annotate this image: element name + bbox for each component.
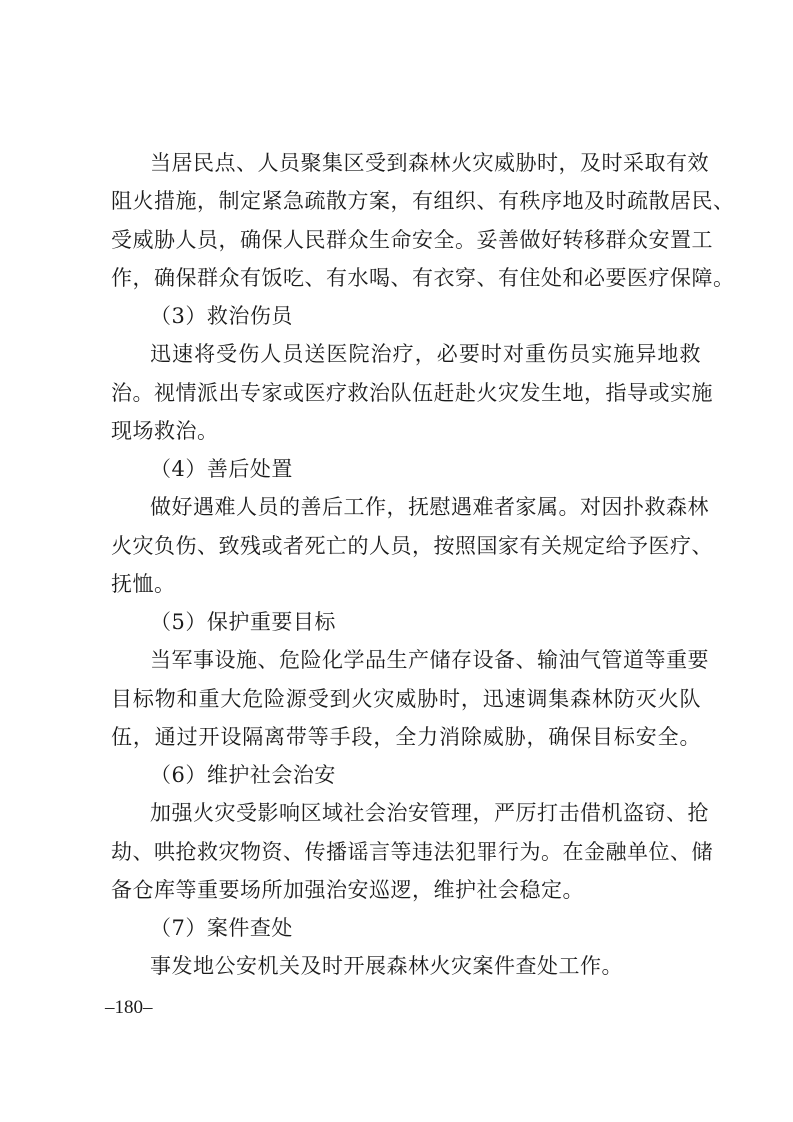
paragraph-line: 事发地公安机关及时开展森林火灾案件查处工作。 xyxy=(150,954,623,978)
section-heading-public-security: （6）维护社会治安 xyxy=(150,763,336,787)
paragraph-line: 阻火措施，制定紧急疏散方案，有组织、有秩序地及时疏散居民、 xyxy=(111,189,735,213)
paragraph-line: 治。视情派出专家或医疗救治队伍赶赴火灾发生地，指导或实施 xyxy=(111,381,713,405)
paragraph-line: 伍，通过开设隔离带等手段，全力消除威胁，确保目标安全。 xyxy=(111,725,701,749)
paragraph-line: 当军事设施、危险化学品生产储存设备、输油气管道等重要 xyxy=(150,648,709,672)
paragraph-line: 火灾负伤、致残或者死亡的人员，按照国家有关规定给予医疗、 xyxy=(111,534,713,558)
paragraph-line: 做好遇难人员的善后工作，抚慰遇难者家属。对因扑救森林 xyxy=(150,495,709,519)
paragraph-line: 当居民点、人员聚集区受到森林火灾威胁时，及时采取有效 xyxy=(150,151,709,175)
paragraph-line: 目标物和重大危险源受到火灾威胁时，迅速调集森林防灭火队 xyxy=(111,687,701,711)
section-heading-aftermath: （4）善后处置 xyxy=(150,457,293,481)
paragraph-line: 受威胁人员，确保人民群众生命安全。妥善做好转移群众安置工 xyxy=(111,228,713,252)
paragraph-line: 现场救治。 xyxy=(111,419,219,443)
page-number: –180– xyxy=(105,997,153,1018)
paragraph-line: 加强火灾受影响区域社会治安管理，严厉打击借机盗窃、抢 xyxy=(150,801,709,825)
paragraph-line: 劫、哄抢救灾物资、传播谣言等违法犯罪行为。在金融单位、储 xyxy=(111,840,713,864)
paragraph-line: 备仓库等重要场所加强治安巡逻，维护社会稳定。 xyxy=(111,878,584,902)
section-heading-protect-targets: （5）保护重要目标 xyxy=(150,610,336,634)
paragraph-line: 抚恤。 xyxy=(111,572,176,596)
section-heading-treat-injured: （3）救治伤员 xyxy=(150,304,293,328)
paragraph-line: 迅速将受伤人员送医院治疗，必要时对重伤员实施异地救 xyxy=(150,342,701,366)
paragraph-line: 作，确保群众有饭吃、有水喝、有衣穿、有住处和必要医疗保障。 xyxy=(111,266,735,290)
section-heading-case-investigation: （7）案件查处 xyxy=(150,916,293,940)
